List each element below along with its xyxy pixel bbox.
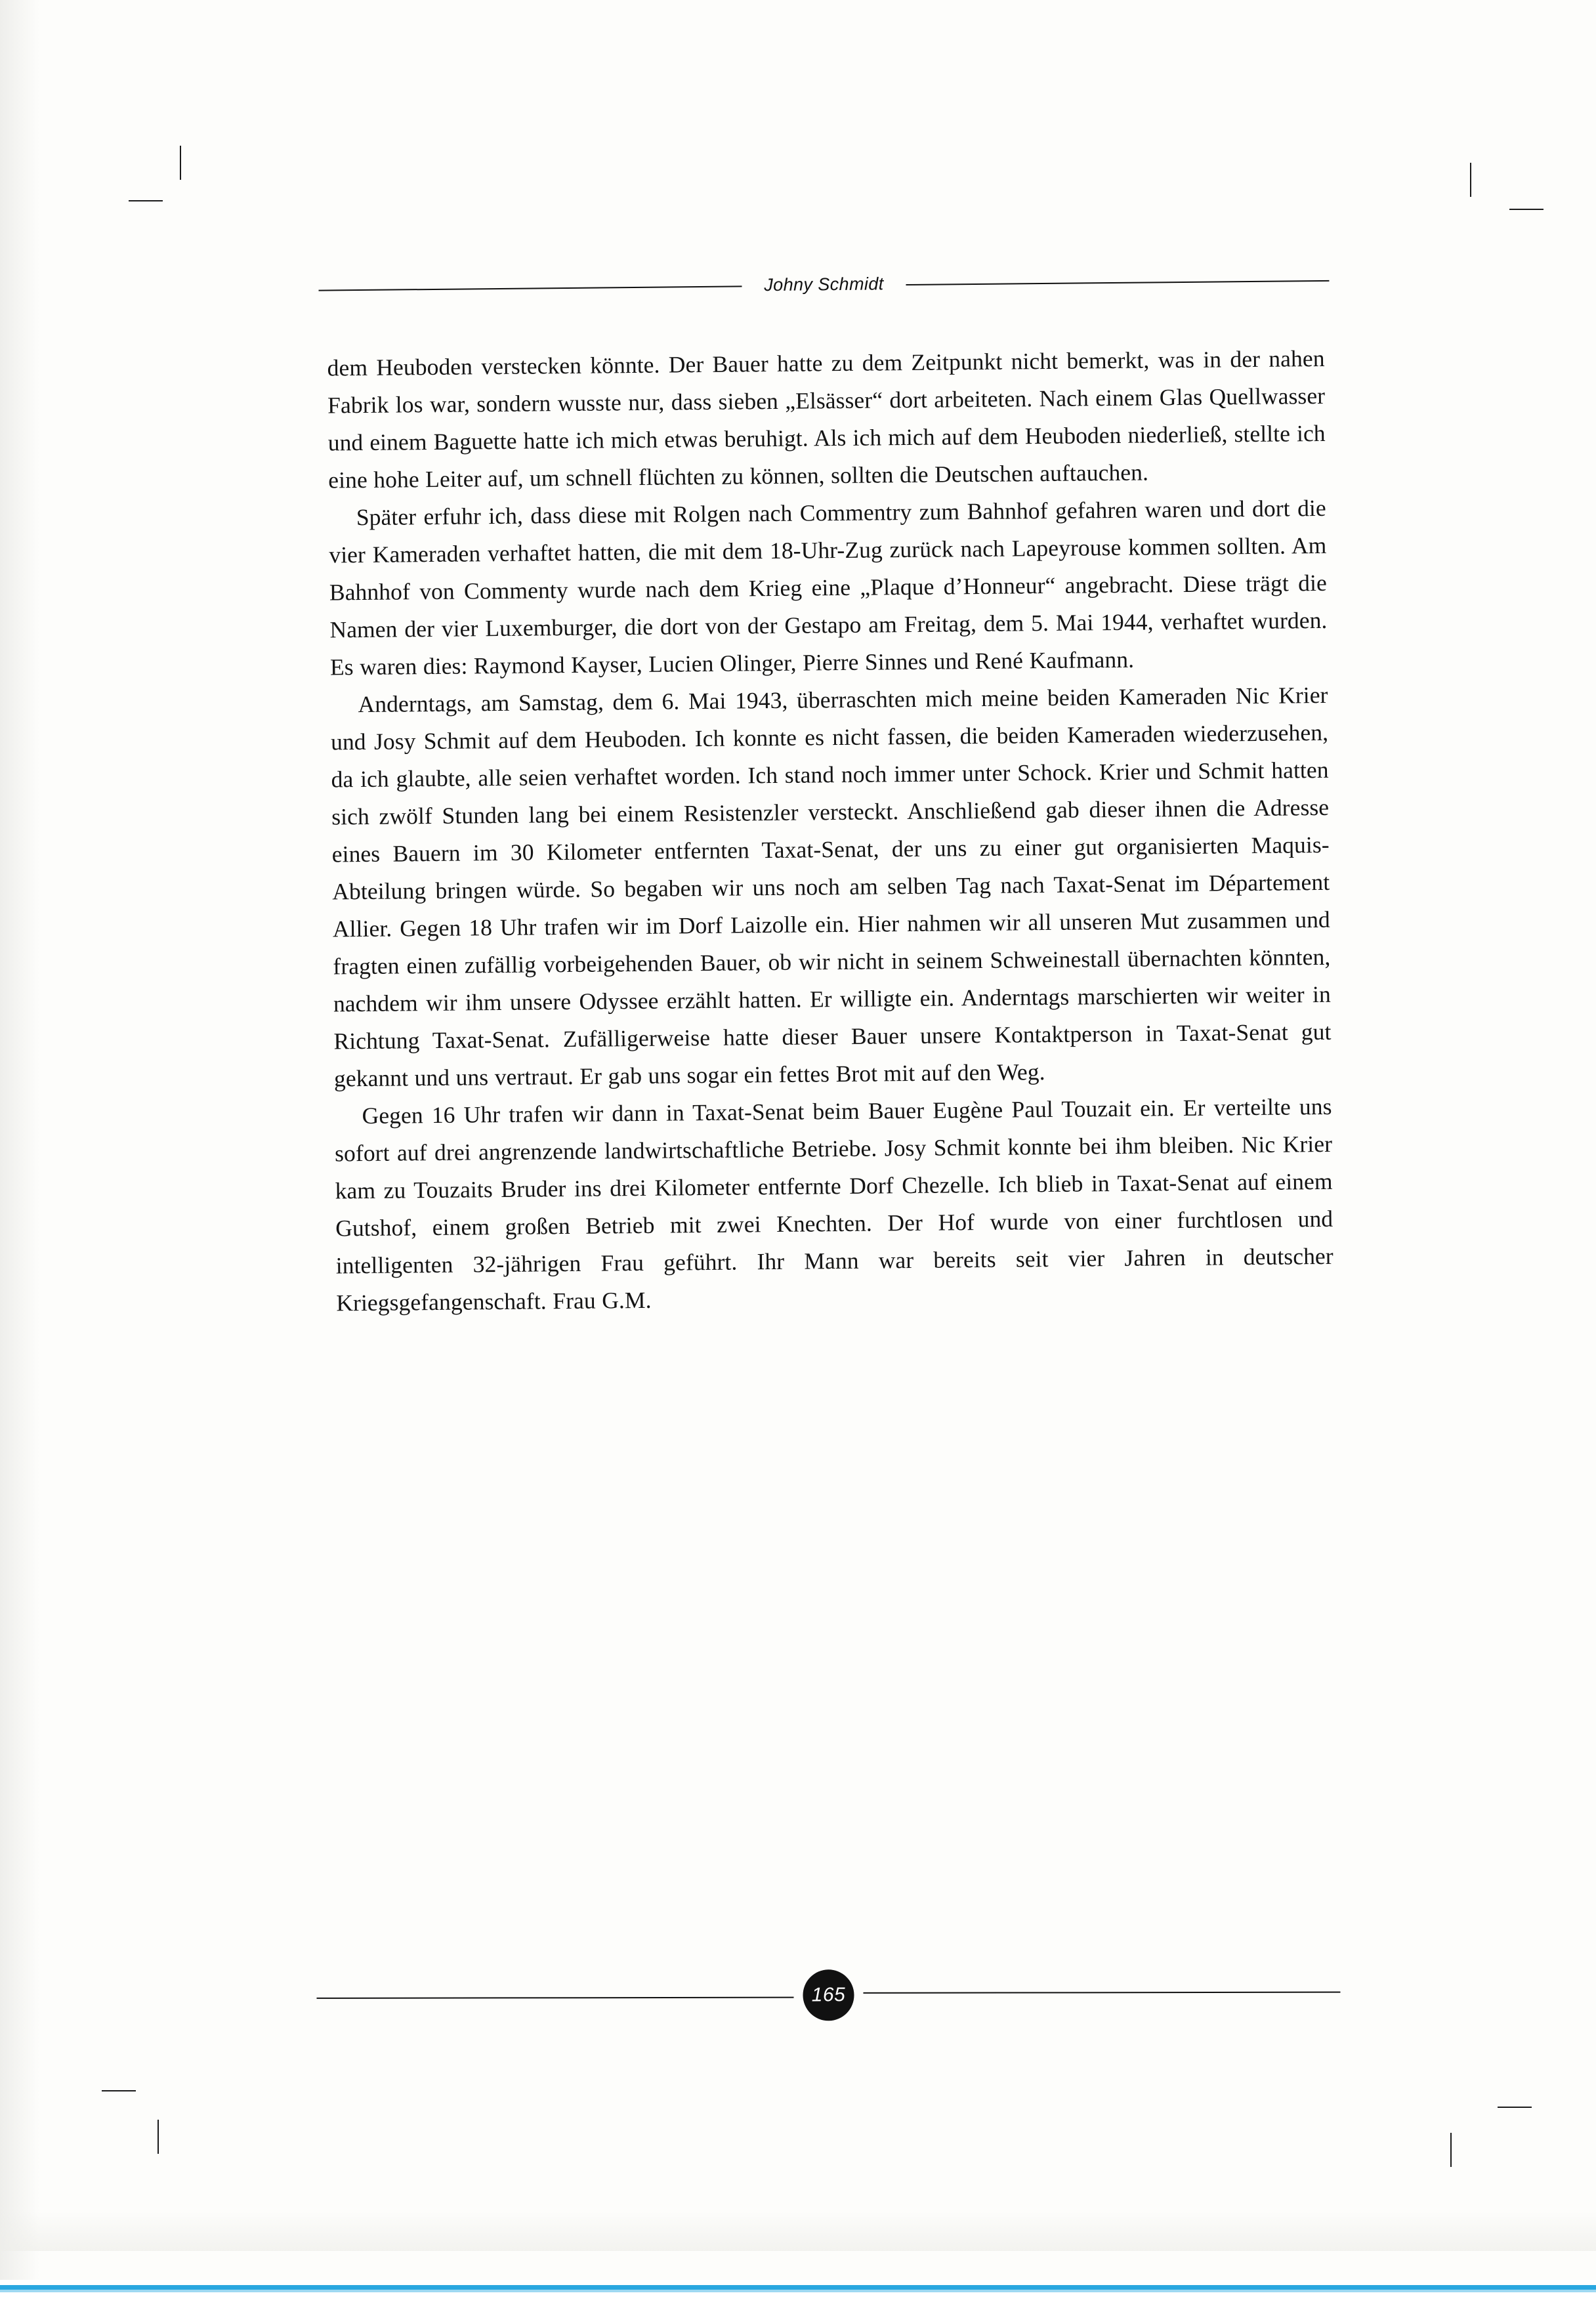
crop-mark-top-left-horizontal [129,200,163,201]
page-number-badge: 165 [803,1969,854,2021]
crop-mark-top-left-vertical [180,146,181,180]
paragraph: Später erfuhr ich, dass diese mit Rolgen nach Commentry zum Bahnhof gefahren waren und dort die vier Kameraden verhaftet hatten, die mit dem 18-Uhr-Zug zurück nach Lapeyrouse kommen sollten. Am Bahnhof von Commenty wurde nach dem Krieg eine „Plaque d’Honneur“ angebracht. Diese trägt die Namen der vier Luxemburger, die dort von der Gestapo am Freitag, dem 5. Mai 1944, verhaftet wurden. Es waren dies: Raymond Kayser, Lucien Olinger, Pierre Sinnes und René Kaufmann. [329,494,1328,681]
running-head-rule-left [319,285,742,291]
crop-mark-bottom-left-vertical [158,2120,159,2154]
page-edge-shading-left [0,0,39,2310]
page-footer [316,1961,1341,2030]
crop-mark-top-right-horizontal [1509,209,1544,210]
crop-mark-bottom-right-horizontal [1498,2107,1532,2108]
scanner-color-bar [0,2280,1596,2310]
paragraph: Anderntags, am Samstag, dem 6. Mai 1943, überraschten mich meine beiden Kameraden Nic Krier und Josy Schmit auf dem Heuboden. Ich konnte es nicht fassen, die beiden Kameraden wiederzusehen, da ich glaubte, alle seien verhaftet worden. Ich stand noch immer unter Schock. Krier und Schmit hatten sich zwölf Stunden lang bei einem Resistenzler versteckt. Anschließend gab dieser ihnen die Adresse eines Bauern im 30 Kilometer entfernten Taxat-Senat, der uns zu einer gut organisierten Maquis-Abteilung bringen würde. So begaben wir uns noch am selben Tag nach Taxat-Senat im Département Allier. Gegen 18 Uhr trafen wir im Dorf Laizolle ein. Hier nahmen wir all unseren Mut zusammen und fragten einen zufällig vorbeigehenden Bauer, ob wir nicht in seinem Schweinestall übernachten könnten, nachdem wir ihm unsere Odyssee erzählt hatten. Er willigte ein. Anderntags marschierten wir weiter in Richtung Taxat-Senat. Zufälligerweise hatte dieser Bauer unsere Kontaktperson in Taxat-Senat gut gekannt und uns vertraut. Er gab uns sogar ein fettes Brot mit auf den Weg. [330,681,1332,1092]
crop-mark-bottom-right-vertical [1450,2133,1452,2167]
crop-mark-bottom-left-horizontal [102,2090,136,2091]
running-head-rule-right [906,280,1330,285]
footer-rule-right [863,1992,1340,1994]
page-edge-shading-bottom [0,2212,1596,2251]
footer-rule-left [317,1997,794,1999]
paragraph: dem Heuboden verstecken könnte. Der Bauer hatte zu dem Zeitpunkt nicht bemerkt, was in der nahen Fabrik los war, sondern wusste nur, dass sieben „Elsässer“ dort arbeiteten. Nach einem Glas Quellwasser und einem Baguette hatte ich mich etwas beruhigt. Als ich mich auf dem Heuboden niederließ, stellte ich eine hohe Leiter auf, um schnell flüchten zu können, sollten die Deutschen auftauchen. [327,345,1326,494]
paragraph: Gegen 16 Uhr trafen wir dann in Taxat-Senat beim Bauer Eugène Paul Touzait ein. Er verteilte uns sofort auf drei angrenzende landwirtschaftliche Betriebe. Josy Schmit konnte bei ihm bleiben. Nic Krier kam zu Touzaits Bruder ins drei Kilometer entfernte Dorf Chezelle. Ich blieb in Taxat-Senat auf einem Gutshof, einem großen Betrieb mit zwei Knechten. Der Hof wurde von einer furchtlosen und intelligenten 32-jährigen Frau geführt. Ihr Mann war bereits seit vier Jahren in deutscher Kriegsgefangenschaft. Frau G.M. [334,1093,1334,1316]
body-text-column [327,340,1334,1322]
running-head [318,268,1329,304]
running-head-title: Johny Schmidt [764,273,884,295]
crop-mark-top-right-vertical [1470,163,1471,197]
